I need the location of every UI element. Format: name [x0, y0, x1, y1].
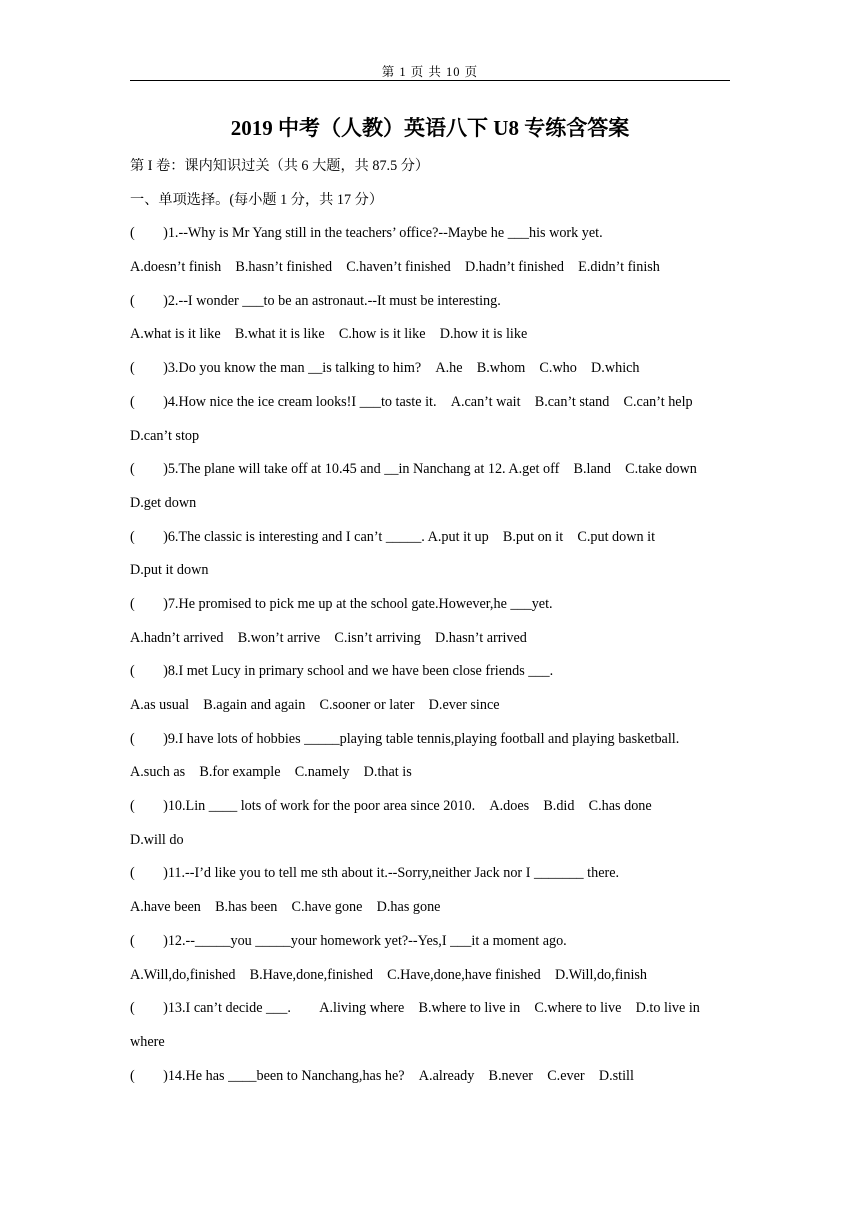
options-line: A.Will,do,finished B.Have,done,finished C.Have,done,have finished D.Will,do,finish [130, 966, 648, 983]
question-line: ( )3.Do you know the man __is talking to him? A.he B.whom C.who D.which [130, 360, 640, 377]
question-line: ( )2.--I wonder ___to be an astronaut.--It must be interesting. [130, 292, 501, 309]
options-line: A.such as B.for example C.namely D.that is [130, 764, 412, 781]
question-line: ( )8.I met Lucy in primary school and we have been close friends ___. [130, 663, 554, 680]
question-line: ( )11.--I’d like you to tell me sth about it.--Sorry,neither Jack nor I _______ there. [130, 865, 620, 882]
options-line: A.as usual B.again and again C.sooner or later D.ever since [130, 697, 500, 713]
options-line: D.can’t stop [130, 427, 200, 444]
question-line: ( )6.The classic is interesting and I can’t _____. A.put it up B.put on it C.put down it [130, 528, 656, 545]
options-line: A.have been B.has been C.have gone D.has gone [130, 899, 441, 916]
options-line: D.put it down [130, 562, 209, 579]
question-line: ( )12.--_____you _____your homework yet?--Yes,I ___it a moment ago. [130, 932, 567, 949]
question-line: ( )4.How nice the ice cream looks!I ___to taste it. A.can’t wait B.can’t stand C.can’t help [130, 393, 693, 410]
options-line: A.what is it like B.what it is like C.how is it like D.how it is like [130, 326, 528, 343]
page-header: 第 1 页 共 10 页 [381, 65, 479, 79]
question-line: ( )10.Lin ____ lots of work for the poor area since 2010. A.does B.did C.has done [130, 798, 652, 815]
document-title: 2019 中考（人教）英语八下 U8 专练含答案 [230, 116, 630, 140]
header-divider [130, 80, 730, 81]
part-heading: 一、单项选择。(每小题 1 分，共 17 分） [130, 191, 384, 208]
question-line: ( )7.He promised to pick me up at the school gate.However,he ___yet. [130, 595, 553, 612]
question-line: ( )13.I can’t decide ___. A.living where B.where to live in C.where to live D.to live in [130, 1000, 700, 1017]
options-line: where [130, 1033, 165, 1050]
options-line: A.hadn’t arrived B.won’t arrive C.isn’t arriving D.hasn’t arrived [130, 629, 527, 646]
options-line: D.get down [130, 494, 197, 511]
question-line: ( )1.--Why is Mr Yang still in the teachers’ office?--Maybe he ___his work yet. [130, 225, 603, 242]
question-line: ( )9.I have lots of hobbies _____playing table tennis,playing football and playing basketball. [130, 730, 680, 747]
question-line: ( )14.He has ____been to Nanchang,has he? A.already B.never C.ever D.still [130, 1067, 634, 1084]
question-line: ( )5.The plane will take off at 10.45 and __in Nanchang at 12. A.get off B.land C.take down [130, 461, 697, 478]
document-body [130, 156, 740, 1099]
options-line: A.doesn’t finish B.hasn’t finished C.haven’t finished D.hadn’t finished E.didn’t finish [130, 259, 660, 276]
options-line: D.will do [130, 831, 184, 848]
section-heading: 第 I 卷：课内知识过关（共 6 大题，共 87.5 分） [130, 158, 430, 174]
